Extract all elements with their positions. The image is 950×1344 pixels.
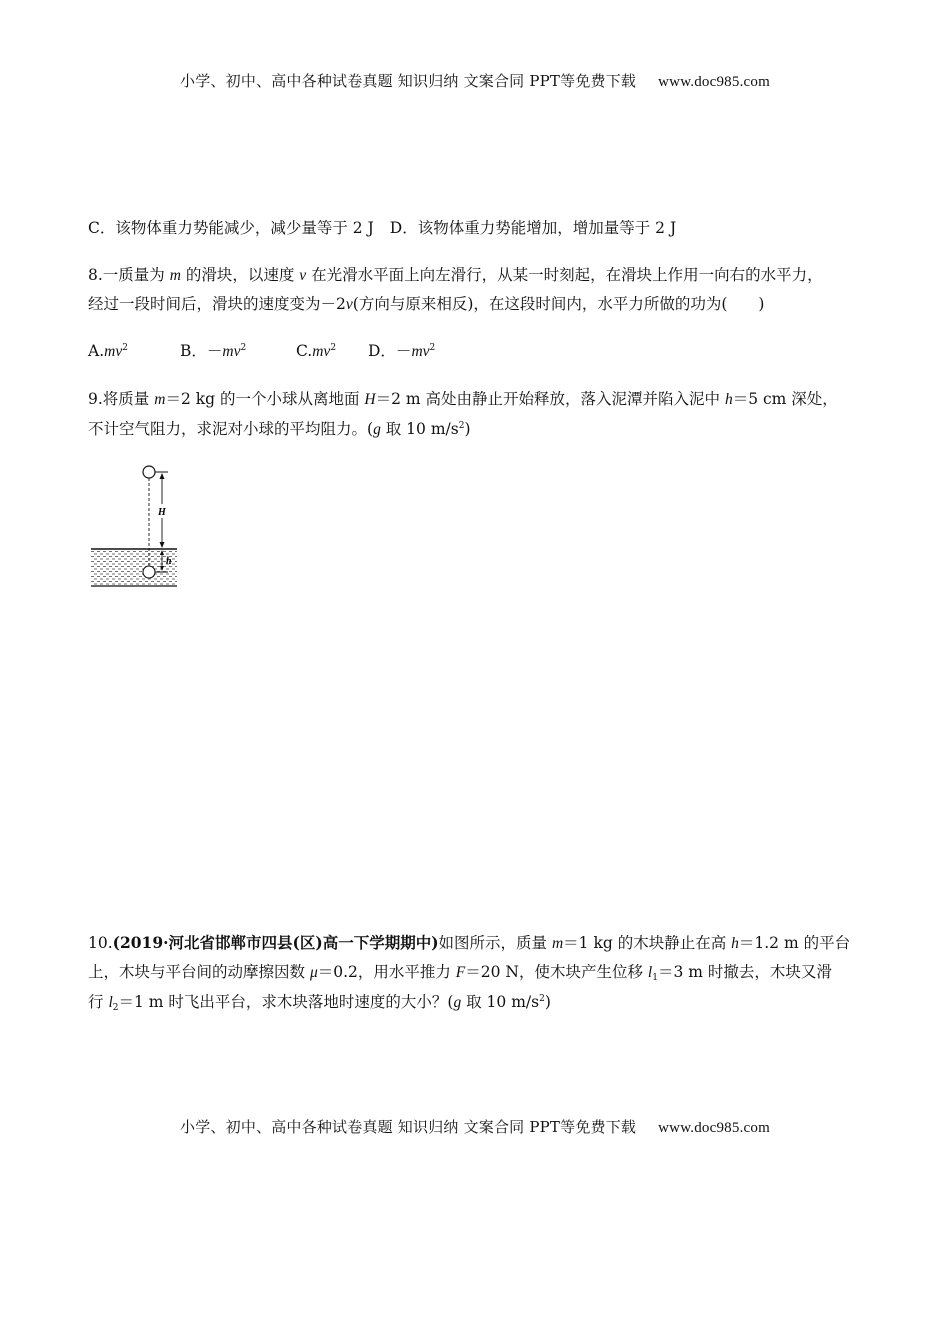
q9-var-g: g (373, 421, 381, 438)
ball-initial (143, 466, 155, 478)
q8-options (88, 341, 878, 362)
H-label: H (158, 507, 166, 518)
q10-var-h: h (731, 935, 739, 952)
q8-option-c (296, 341, 368, 362)
q9-var-h: h (724, 391, 733, 408)
q9-text: ＝2 m 高处由静止开始释放，落入泥潭并陷入泥中 (375, 390, 725, 408)
option-exp: 2 (330, 343, 337, 353)
q10-var-F: F (455, 964, 466, 981)
q9-line-1 (88, 389, 878, 410)
footer-text: 小学、初中、高中各种试卷真题 知识归纳 文案合同 PPT等免费下载 (180, 1118, 637, 1136)
q7-option-c: C．该物体重力势能减少，减少量等于 2 J (88, 219, 374, 237)
mud-region (91, 550, 177, 586)
q10-text: ＝3 m 时撤去，木块又滑 (657, 963, 832, 981)
q9-text: ＝5 cm 深处， (732, 390, 838, 408)
q10-text: 行 (88, 993, 109, 1011)
q8-text: 一质量为 (102, 266, 170, 284)
q8-var-m: m (169, 267, 181, 284)
q8-var-v: v (299, 267, 307, 284)
option-label: A. (88, 342, 105, 360)
q10-var-l2: l (108, 994, 113, 1011)
q7-option-d: D．该物体重力势能增加，增加量等于 2 J (389, 219, 677, 237)
q8-text: (方向与原来相反)，在这段时间内，水平力所做的功为( ) (352, 295, 765, 313)
q10-source: (2019·河北省邯郸市四县(区)高一下学期期中) (112, 933, 439, 952)
q8-text: 在光滑水平面上向左滑行，从某一时刻起，在滑块上作用一向右的水平力， (306, 266, 823, 284)
q10-var-g: g (453, 994, 462, 1011)
q8-var-v: v (345, 296, 353, 313)
q9-text: 将质量 (102, 390, 155, 408)
q10-text: 取 10 m/s (461, 993, 540, 1011)
option-exp: 2 (240, 343, 247, 353)
option-label: C. (296, 342, 313, 360)
option-expr: mv (222, 343, 241, 360)
ball-mud-diagram (88, 462, 188, 594)
q9-text: ＝2 kg 的一个小球从离地面 (165, 390, 365, 408)
q10-var-mu: μ (309, 964, 318, 981)
q9-figure (88, 462, 188, 594)
header-text: 小学、初中、高中各种试卷真题 知识归纳 文案合同 PPT等免费下载 (180, 72, 637, 90)
q9-text: 取 10 m/s (380, 420, 459, 438)
header-site-link[interactable]: www.doc985.com (658, 74, 770, 90)
q10-text: 如图所示，质量 (438, 934, 552, 952)
page-footer (0, 1116, 950, 1137)
page-header (0, 70, 950, 91)
option-label: D．－ (368, 342, 412, 360)
q9-text: ) (464, 420, 471, 438)
q8-line-2 (88, 294, 878, 315)
footer-site-link[interactable]: www.doc985.com (658, 1120, 770, 1136)
q10-text: ＝20 N，使木块产生位移 (465, 963, 648, 981)
q9-number: 9. (88, 390, 103, 408)
q9-line-2 (88, 419, 878, 440)
q8-line-1 (88, 265, 878, 286)
q10-var-m: m (551, 935, 564, 952)
q9-var-m: m (154, 391, 166, 408)
q10-sub-2: 2 (112, 1003, 119, 1013)
q10-text: ) (544, 993, 551, 1011)
q10-line-3 (88, 992, 878, 1013)
q8-option-d (368, 341, 435, 362)
H-arrow-head-top (160, 473, 165, 479)
option-exp: 2 (122, 343, 128, 353)
q9-text: 不计空气阻力，求泥对小球的平均阻力。( (88, 420, 374, 438)
option-exp: 2 (429, 343, 436, 353)
q10-line-1 (88, 933, 878, 954)
q7-options-cd (88, 218, 878, 238)
q9-exp: 2 (458, 421, 465, 431)
option-expr: mv (411, 343, 430, 360)
q10-var-l1: l (647, 964, 653, 981)
q10-text: ＝1 kg 的木块静止在高 (563, 934, 732, 952)
option-expr: mv (312, 343, 331, 360)
q8-text: 的滑块，以速度 (180, 266, 300, 284)
q9-var-H: H (364, 391, 376, 408)
option-label: B．－ (180, 342, 223, 360)
q10-text: ＝1.2 m 的平台 (738, 934, 851, 952)
option-expr: mv (104, 343, 123, 360)
q8-option-a (88, 341, 180, 362)
q10-sub-1: 1 (652, 973, 658, 983)
q8-text: 经过一段时间后，滑块的速度变为－2 (88, 295, 346, 313)
h-label: h (166, 556, 172, 567)
H-arrow-head-bottom (160, 542, 165, 548)
q8-option-b (180, 341, 296, 362)
q10-number: 10. (88, 934, 113, 952)
q10-exp: 2 (539, 994, 545, 1004)
ball-final (143, 566, 155, 578)
q10-text: ＝0.2，用水平推力 (317, 963, 456, 981)
q10-line-2 (88, 962, 878, 983)
q10-text: ＝1 m 时飞出平台，求木块落地时速度的大小？( (118, 993, 454, 1011)
q8-number: 8. (88, 266, 103, 284)
q10-text: 上，木块与平台间的动摩擦因数 (88, 963, 310, 981)
